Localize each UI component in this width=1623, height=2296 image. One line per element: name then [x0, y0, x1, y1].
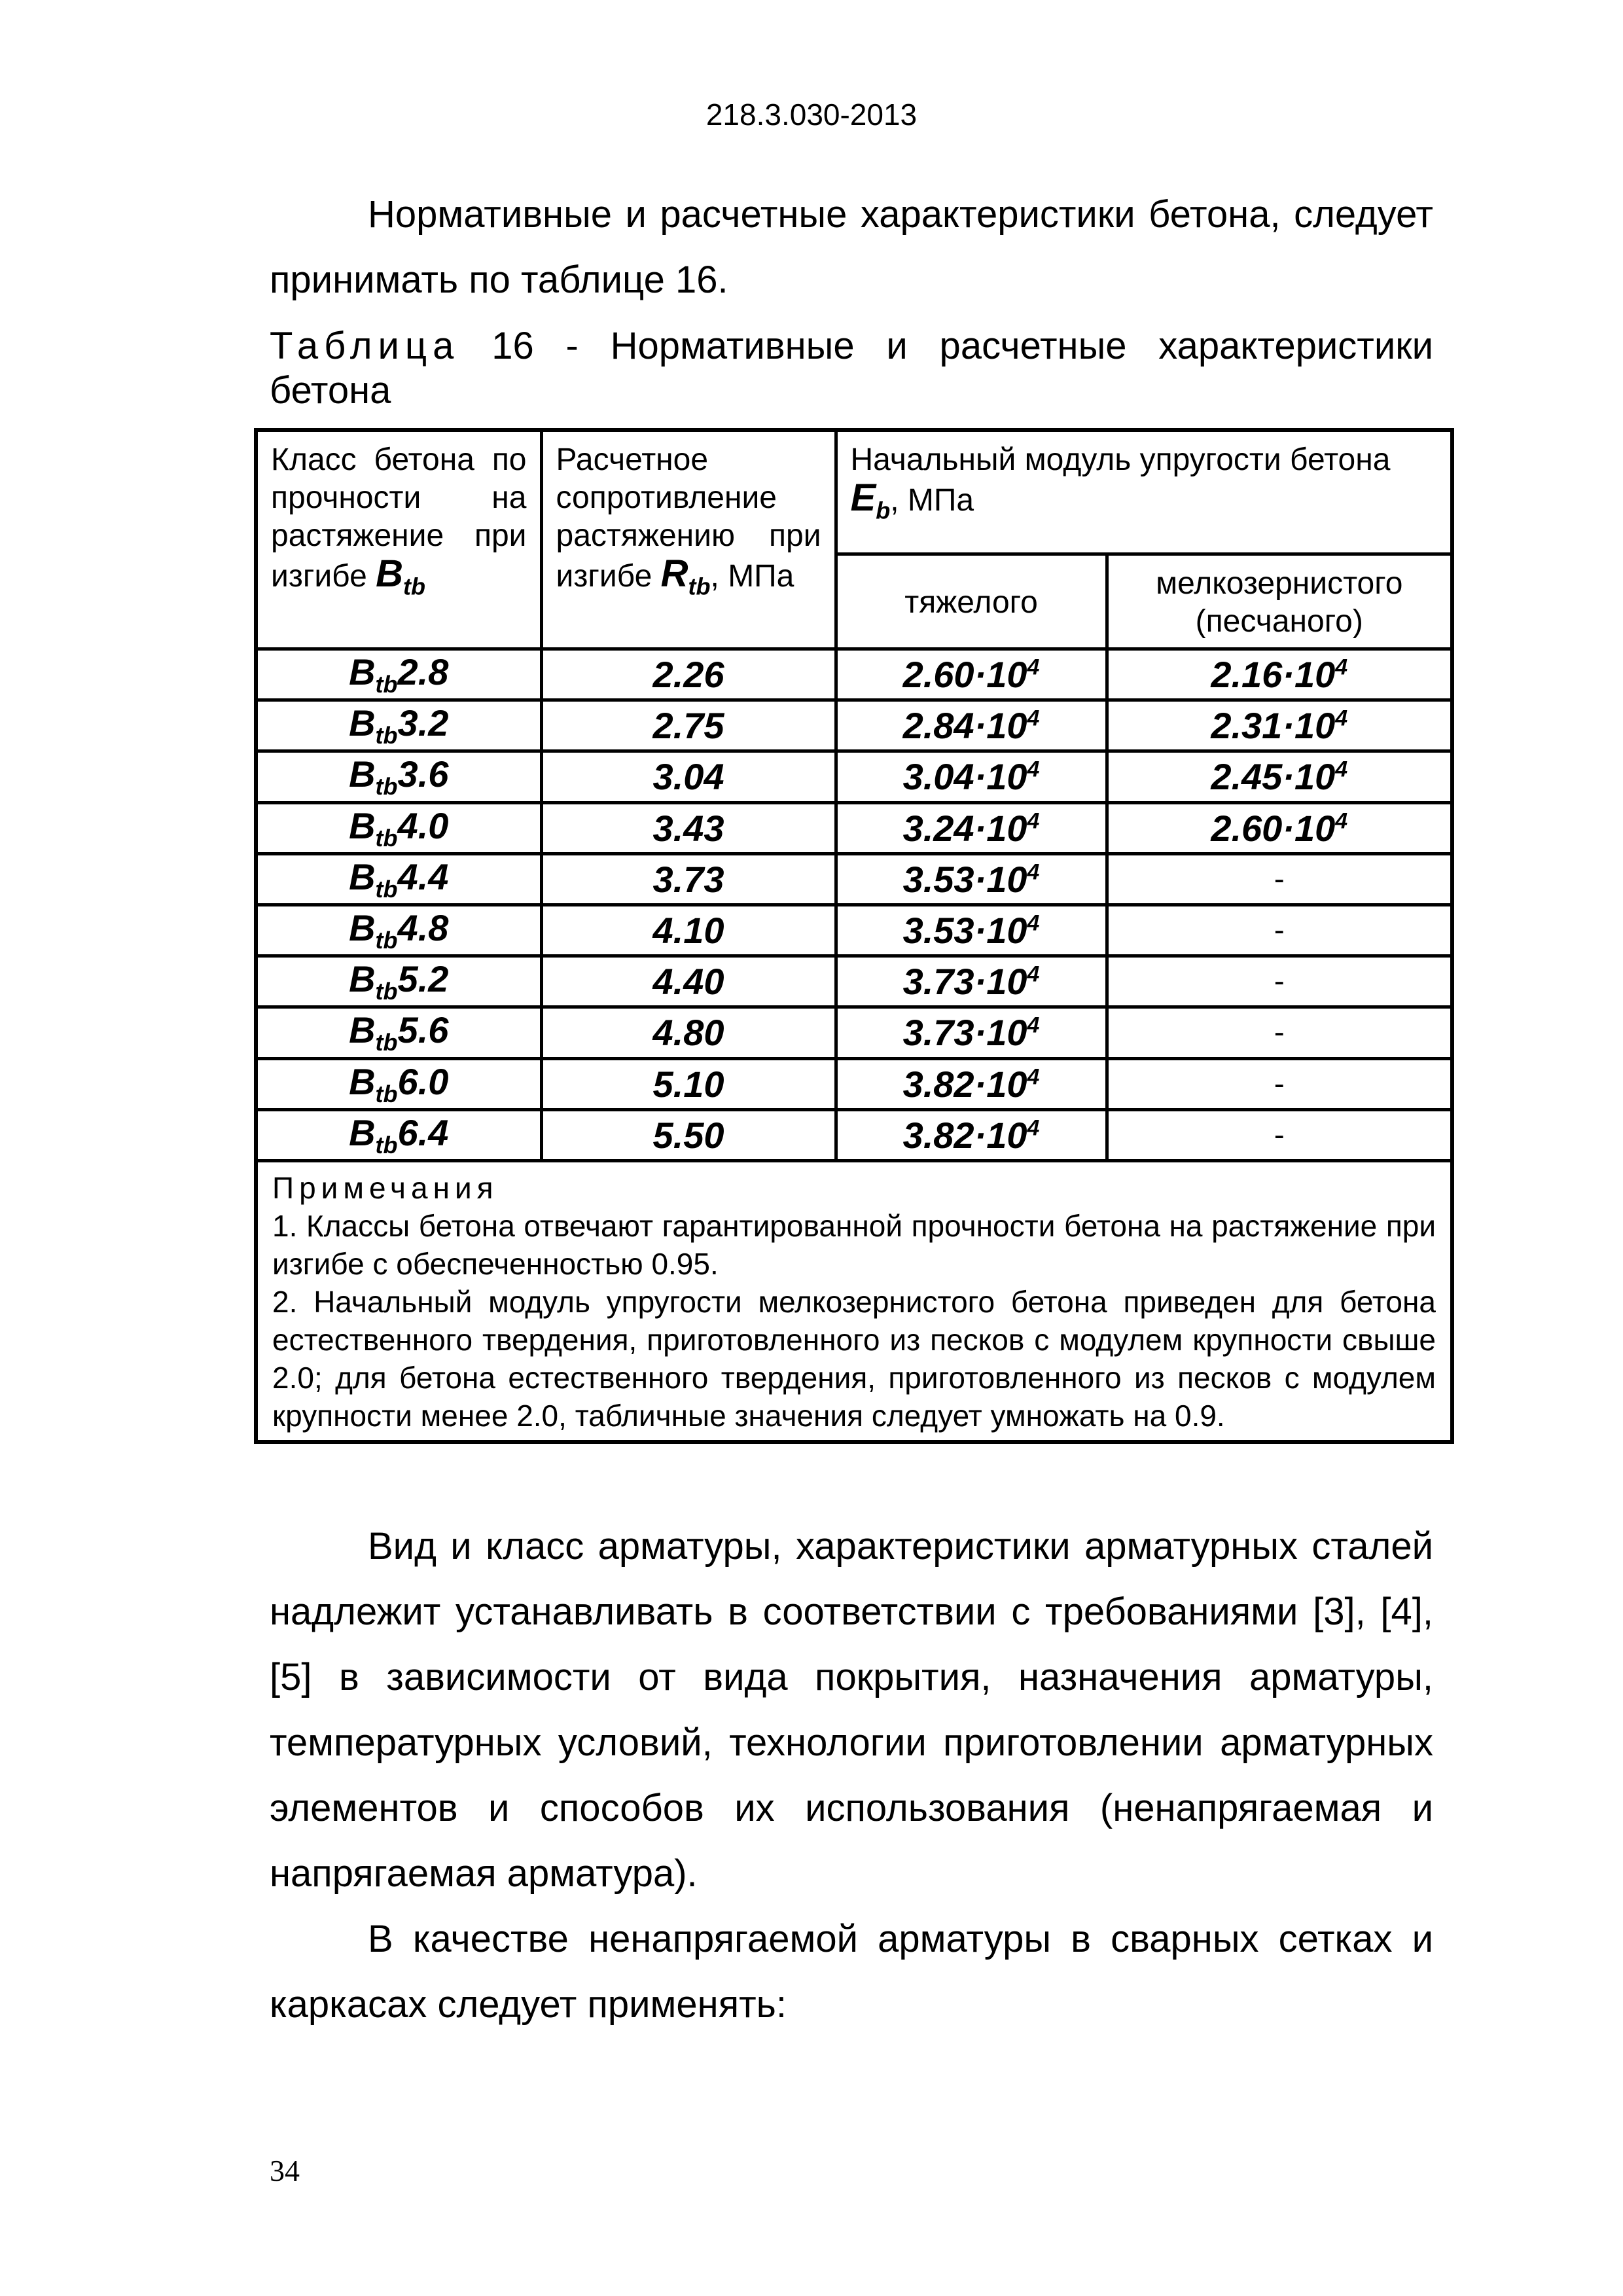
cell-modulus-fine: - [1107, 956, 1452, 1007]
document-code: 218.3.030-2013 [705, 98, 918, 132]
table-row [256, 1109, 1452, 1160]
cell-design-resistance: 4.40 [541, 956, 836, 1007]
cell-modulus-heavy: $2.84\cdot 10^4$ [836, 700, 1107, 751]
cell-concrete-class: $B_{tb}4.8$ [256, 905, 541, 956]
cell-concrete-class: $B_{tb}3.6$ [256, 751, 541, 802]
header-elastic-modulus-unit: , МПа [890, 483, 974, 518]
header-concrete-class-text: Класс бетона по прочности на растяжение при изгибе [271, 442, 527, 594]
cell-modulus-fine: $2.16\cdot 10^4$ [1107, 649, 1452, 700]
cell-modulus-heavy: $3.24\cdot 10^4$ [836, 802, 1107, 853]
cell-concrete-class: $B_{tb}2.8$ [256, 649, 541, 700]
header-heavy-concrete: тяжелого [836, 554, 1107, 649]
cell-modulus-fine: $2.45\cdot 10^4$ [1107, 751, 1452, 802]
table-row [256, 1058, 1452, 1109]
header-elastic-modulus-text: Начальный модуль упругости бетона [850, 442, 1391, 477]
table-notes [256, 1160, 1452, 1442]
cell-concrete-class: $B_{tb}5.2$ [256, 956, 541, 1007]
cell-modulus-fine: $2.31\cdot 10^4$ [1107, 700, 1452, 751]
paragraph-reinforcement-text: Вид и класс арматуры, характеристики арматурных сталей надлежит устанавливать в соответствии с требованиями [3], [4], [5] в зависимости от вида покрытия, назначения арматуры, температурных условий, технологии приготовлении арматурных элементов и способов их использования (ненапрягаемая и напрягаемая арматура). [270, 1525, 1433, 1895]
header-design-resistance-text: Расчетное сопротивление растяжению при изгибе [556, 442, 821, 594]
table-row [256, 956, 1452, 1007]
paragraph-intro [270, 182, 1433, 313]
cell-design-resistance: 5.50 [541, 1109, 836, 1160]
table-row [256, 905, 1452, 956]
table-caption-rest: 16 - Нормативные и расчетные характеристики бетона [270, 325, 1433, 412]
cell-design-resistance: 4.80 [541, 1007, 836, 1058]
cell-modulus-fine: - [1107, 1007, 1452, 1058]
paragraph-non-prestressed-text: В качестве ненапрягаемой арматуры в сварных сетках и каркасах следует применять: [270, 1918, 1433, 2026]
table-caption-prefix: Таблица [270, 325, 460, 367]
cell-design-resistance: 3.73 [541, 853, 836, 905]
table-header-row [256, 430, 1452, 554]
symbol-rtb: $R_{tb}$ [660, 552, 711, 600]
cell-concrete-class: $B_{tb}4.4$ [256, 853, 541, 905]
cell-modulus-heavy: $3.53\cdot 10^4$ [836, 905, 1107, 956]
cell-design-resistance: 5.10 [541, 1058, 836, 1109]
cell-design-resistance: 4.10 [541, 905, 836, 956]
cell-design-resistance: 2.75 [541, 700, 836, 751]
header-fine-grained-concrete: мелкозернистого (песчаного) [1107, 554, 1452, 649]
cell-concrete-class: $B_{tb}6.0$ [256, 1058, 541, 1109]
cell-design-resistance: 3.04 [541, 751, 836, 802]
cell-modulus-heavy: $3.82\cdot 10^4$ [836, 1058, 1107, 1109]
cell-modulus-heavy: $3.73\cdot 10^4$ [836, 956, 1107, 1007]
cell-modulus-fine: - [1107, 1058, 1452, 1109]
table-row [256, 700, 1452, 751]
header-design-resistance-unit: , МПа [710, 559, 794, 594]
cell-modulus-fine: $2.60\cdot 10^4$ [1107, 802, 1452, 853]
table-row [256, 751, 1452, 802]
paragraph-intro-text: Нормативные и расчетные характеристики бетона, следует принимать по таблице 16. [270, 193, 1433, 301]
table-caption [270, 324, 1433, 413]
table-row [256, 649, 1452, 700]
concrete-characteristics-table [254, 428, 1454, 1444]
table-row [256, 802, 1452, 853]
cell-concrete-class: $B_{tb}5.6$ [256, 1007, 541, 1058]
note-2: 2. Начальный модуль упругости мелкозернистого бетона приведен для бетона естественного твердения, приготовленного из песков с модулем крупности свыше 2.0; для бетона естественного твердения, приготовленного из песков с модулем крупности менее 2.0, табличные значения следует умножать на 0.9. [272, 1284, 1436, 1433]
notes-title: Примечания [272, 1170, 499, 1205]
table-row [256, 1007, 1452, 1058]
cell-concrete-class: $B_{tb}4.0$ [256, 802, 541, 853]
header-concrete-class [256, 430, 541, 649]
symbol-eb: $E_b$ [850, 476, 891, 524]
cell-modulus-heavy: $3.53\cdot 10^4$ [836, 853, 1107, 905]
cell-modulus-fine: - [1107, 905, 1452, 956]
cell-modulus-fine: - [1107, 1109, 1452, 1160]
cell-modulus-heavy: $3.73\cdot 10^4$ [836, 1007, 1107, 1058]
cell-modulus-heavy: $3.82\cdot 10^4$ [836, 1109, 1107, 1160]
table-body [256, 649, 1452, 1161]
note-1: 1. Классы бетона отвечают гарантированной прочности бетона на растяжение при изгибе с обеспеченностью 0.95. [272, 1208, 1436, 1281]
cell-design-resistance: 2.26 [541, 649, 836, 700]
header-elastic-modulus [836, 430, 1452, 554]
symbol-btb: $B_{tb}$ [376, 552, 426, 600]
table-row [256, 853, 1452, 905]
paragraph-non-prestressed [270, 1907, 1433, 2037]
page-number: 34 [270, 2154, 300, 2187]
cell-design-resistance: 3.43 [541, 802, 836, 853]
table-notes-row [256, 1160, 1452, 1442]
cell-modulus-heavy: $2.60\cdot 10^4$ [836, 649, 1107, 700]
cell-modulus-heavy: $3.04\cdot 10^4$ [836, 751, 1107, 802]
paragraph-reinforcement [270, 1514, 1433, 1907]
cell-concrete-class: $B_{tb}6.4$ [256, 1109, 541, 1160]
header-design-resistance [541, 430, 836, 649]
cell-modulus-fine: - [1107, 853, 1452, 905]
cell-concrete-class: $B_{tb}3.2$ [256, 700, 541, 751]
